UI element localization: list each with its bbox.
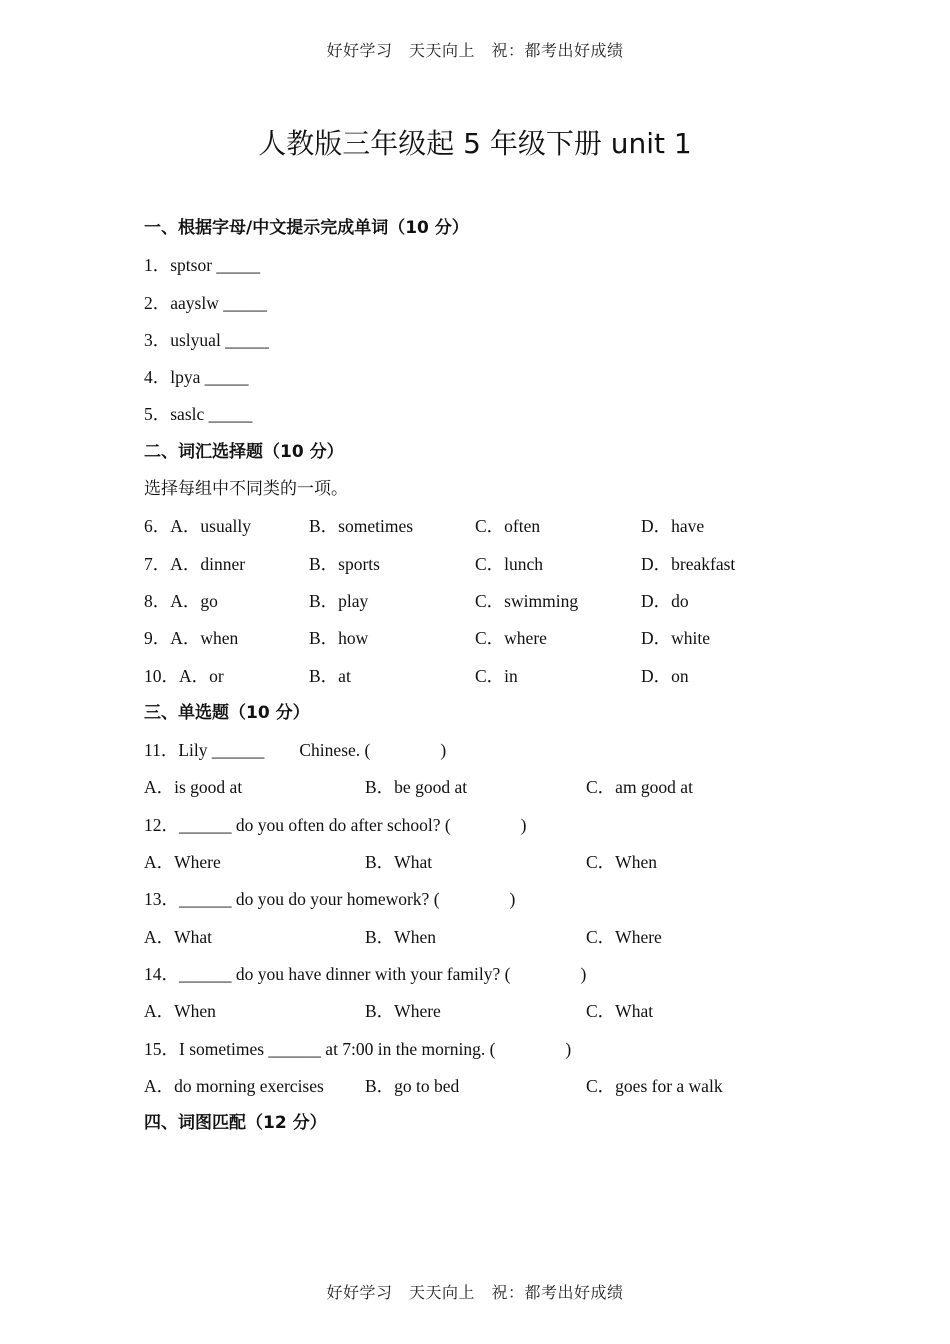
option-a: 6．A．usually xyxy=(144,516,251,537)
option-d: D．have xyxy=(641,516,705,537)
option-b: B．at xyxy=(309,665,351,686)
option-a: 9．A．when xyxy=(144,628,239,649)
option-b: B．sometimes xyxy=(309,516,414,537)
option-a: A．do morning exercises xyxy=(144,1075,324,1096)
page-header: 好好学习 天天向上 祝：都考出好成绩 xyxy=(326,41,624,60)
option-a: 7．A．dinner xyxy=(144,553,246,574)
section2-instruction: 选择每组中不同类的一项。 xyxy=(144,479,348,500)
option-d: D．do xyxy=(641,590,689,611)
spelling-item: 4．lpya _____ xyxy=(144,367,249,388)
mc-question: 11．Lily ______ Chinese. ( ) xyxy=(144,740,447,761)
option-b: B．be good at xyxy=(365,777,468,798)
option-b: B．go to bed xyxy=(365,1075,460,1096)
option-a: A．What xyxy=(144,926,213,947)
option-a: 10．A．or xyxy=(144,665,224,686)
section1-heading: 一、根据字母/中文提示完成单词（10 分） xyxy=(144,218,469,238)
mc-options-row xyxy=(144,922,824,959)
option-d: D．white xyxy=(641,628,711,649)
mc-question: 12．______ do you often do after school? ( ) xyxy=(144,814,527,835)
option-a: A．Where xyxy=(144,852,221,873)
section2-heading: 二、词汇选择题（10 分） xyxy=(144,441,344,462)
vocab-question-row xyxy=(144,549,824,586)
section4-heading: 四、词图匹配（12 分） xyxy=(144,1113,327,1134)
worksheet-content xyxy=(144,213,824,1145)
option-b: B．What xyxy=(365,852,433,873)
mc-options-row xyxy=(144,847,824,884)
vocab-question-row xyxy=(144,661,824,698)
option-c: C．goes for a walk xyxy=(586,1075,723,1096)
mc-question: 15．I sometimes ______ at 7:00 in the morning. ( ) xyxy=(144,1038,572,1059)
mc-options-row xyxy=(144,996,824,1033)
option-b: B．how xyxy=(309,628,369,649)
option-b: B．sports xyxy=(309,553,380,574)
option-c: C．in xyxy=(475,665,518,686)
option-c: C．am good at xyxy=(586,777,693,798)
option-a: 8．A．go xyxy=(144,590,218,611)
option-c: C．When xyxy=(586,852,657,873)
vocab-question-row xyxy=(144,586,824,623)
spelling-item: 3．uslyual _____ xyxy=(144,329,269,350)
option-c: C．often xyxy=(475,516,541,537)
option-d: D．on xyxy=(641,665,689,686)
option-c: C．What xyxy=(586,1001,654,1022)
option-c: C．lunch xyxy=(475,553,544,574)
vocab-question-row xyxy=(144,511,824,548)
mc-question: 14．______ do you have dinner with your family? ( ) xyxy=(144,963,587,984)
mc-question: 13．______ do you do your homework? ( ) xyxy=(144,889,516,910)
document-title: 人教版三年级起 5 年级下册 unit 1 xyxy=(258,127,692,160)
mc-options-row xyxy=(144,772,824,809)
section3-heading: 三、单选题（10 分） xyxy=(144,702,310,723)
option-c: C．swimming xyxy=(475,590,579,611)
option-c: C．Where xyxy=(586,926,662,947)
option-a: A．When xyxy=(144,1001,216,1022)
mc-options-row xyxy=(144,1071,824,1108)
option-d: D．breakfast xyxy=(641,553,736,574)
spelling-item: 2．aayslw _____ xyxy=(144,292,267,313)
option-a: A．is good at xyxy=(144,777,243,798)
spelling-item: 5．saslc _____ xyxy=(144,404,253,425)
option-b: B．play xyxy=(309,590,369,611)
page-footer: 好好学习 天天向上 祝：都考出好成绩 xyxy=(326,1283,624,1302)
option-b: B．When xyxy=(365,926,436,947)
vocab-question-row xyxy=(144,623,824,660)
option-c: C．where xyxy=(475,628,547,649)
option-b: B．Where xyxy=(365,1001,441,1022)
spelling-item: 1．sptsor _____ xyxy=(144,255,261,276)
